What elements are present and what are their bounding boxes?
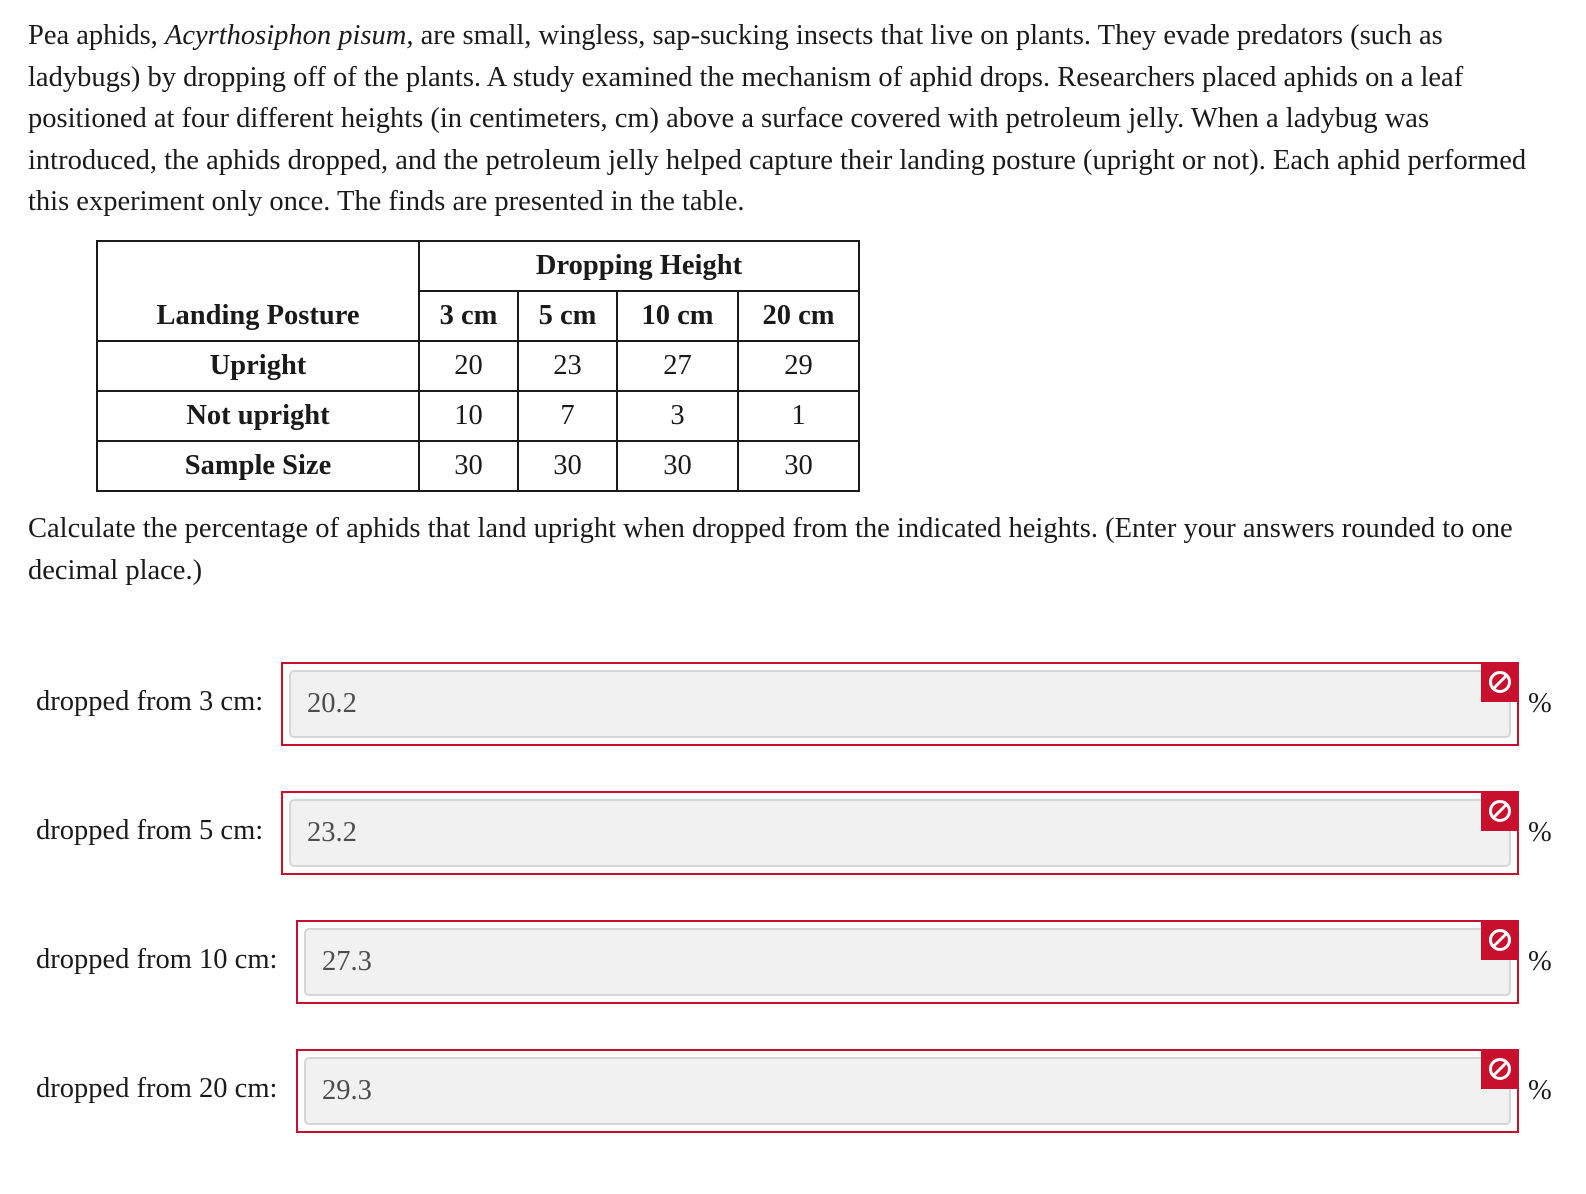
- table-cell: 30: [738, 441, 859, 491]
- results-table: [96, 240, 860, 492]
- answer-row-20cm: [0, 1049, 1586, 1137]
- table-heights-row: [97, 291, 859, 341]
- answer-input-3cm[interactable]: [289, 670, 1511, 738]
- table-cell: 30: [419, 441, 518, 491]
- table-cell: 7: [518, 391, 617, 441]
- answer-row-5cm: [0, 791, 1586, 879]
- answer-input-10cm[interactable]: [304, 928, 1511, 996]
- percent-unit: %: [1528, 946, 1552, 977]
- answer-row-10cm: [0, 920, 1586, 1008]
- answer-field-wrapper: [296, 1049, 1519, 1133]
- table-row: [97, 341, 859, 391]
- answer-row-3cm: [0, 662, 1586, 750]
- row-label: Sample Size: [97, 441, 419, 491]
- table-cell: 29: [738, 341, 859, 391]
- no-entry-icon: [1481, 1049, 1519, 1089]
- intro-text-start: Pea aphids,: [28, 20, 165, 51]
- table-row: [97, 441, 859, 491]
- answer-label: dropped from 3 cm:: [36, 686, 264, 717]
- row-label: Upright: [97, 341, 419, 391]
- problem-intro: [28, 15, 1548, 223]
- species-name: Acyrthosiphon pisum,: [164, 20, 414, 51]
- table-row: [97, 391, 859, 441]
- height-header: 5 cm: [518, 291, 617, 341]
- answer-label: dropped from 10 cm:: [36, 944, 278, 975]
- question-text: Calculate the percentage of aphids that land upright when dropped from the indicated heights. (Enter your answers rounded to one decimal place.): [28, 513, 1513, 586]
- answer-input-5cm[interactable]: [289, 799, 1511, 867]
- table-cell: 27: [617, 341, 738, 391]
- height-header: 3 cm: [419, 291, 518, 341]
- table-cell: 1: [738, 391, 859, 441]
- dropping-height-header: Dropping Height: [419, 241, 859, 291]
- answer-label: dropped from 5 cm:: [36, 815, 264, 846]
- answer-input-20cm[interactable]: [304, 1057, 1511, 1125]
- table-cell: 30: [617, 441, 738, 491]
- answer-field-wrapper: [296, 920, 1519, 1004]
- height-header: 20 cm: [738, 291, 859, 341]
- answer-label: dropped from 20 cm:: [36, 1073, 278, 1104]
- no-entry-icon: [1481, 920, 1519, 960]
- table-cell: 10: [419, 391, 518, 441]
- table-corner-cell: [97, 241, 419, 291]
- landing-posture-header: Landing Posture: [97, 291, 419, 341]
- answer-field-wrapper: [281, 791, 1519, 875]
- table-cell: 20: [419, 341, 518, 391]
- percent-unit: %: [1528, 1075, 1552, 1106]
- no-entry-icon: [1481, 791, 1519, 831]
- intro-text-rest: are small, wingless, sap-sucking insects that live on plants. They evade predators (such as ladybugs) by dropping off of the plants. A study examined the mechanism of aphid drops. Researchers placed aphids on a leaf positioned at four different heights (in centimeters, cm) above a surface covered with petroleum jelly. When a ladybug was introduced, the aphids dropped, and the petroleum jelly helped capture their landing posture (upright or not). Each aphid performed this experiment only once. The finds are presented in the table.: [28, 20, 1527, 217]
- table-cell: 30: [518, 441, 617, 491]
- no-entry-icon: [1481, 662, 1519, 702]
- table-cell: 23: [518, 341, 617, 391]
- table-header-row: [97, 241, 859, 291]
- answer-field-wrapper: [281, 662, 1519, 746]
- table-cell: 3: [617, 391, 738, 441]
- row-label: Not upright: [97, 391, 419, 441]
- height-header: 10 cm: [617, 291, 738, 341]
- percent-unit: %: [1528, 817, 1552, 848]
- percent-unit: %: [1528, 688, 1552, 719]
